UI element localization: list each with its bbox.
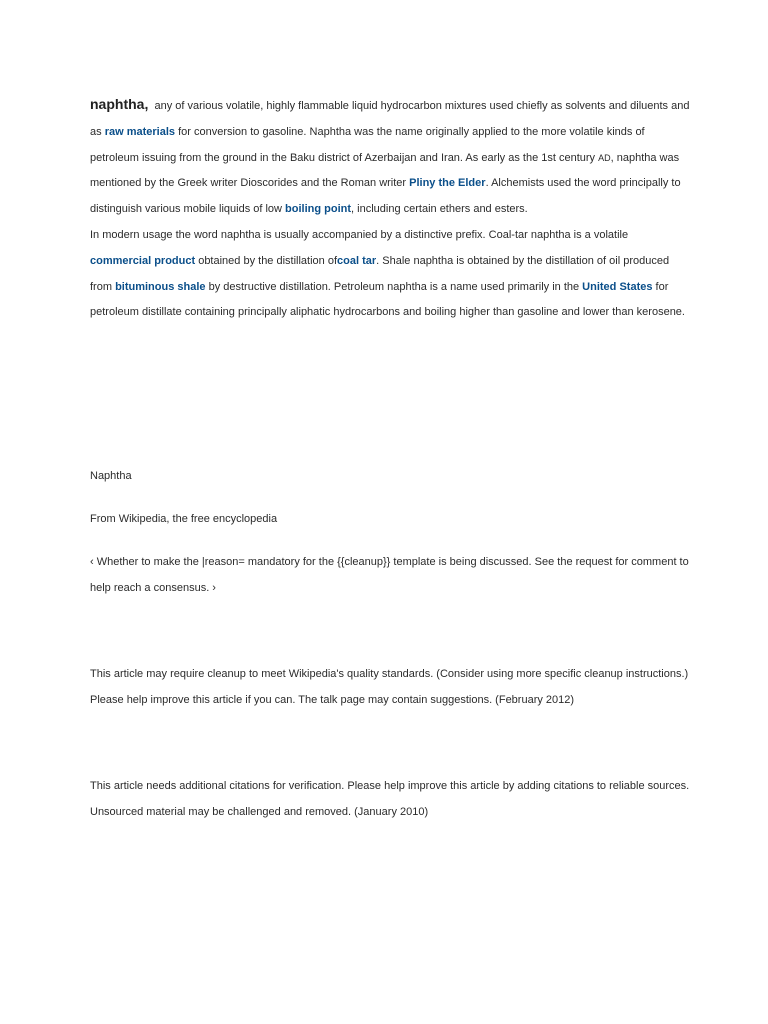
paragraph-definition <box>90 92 693 223</box>
article-body <box>90 92 693 326</box>
paragraph-text: for conversion to gasoline. Naphtha was the name originally applied to the more volatile kinds of petroleum issuing from the ground in the Baku district of Azerbaijan and Iran. As early as the 1st century <box>90 125 645 164</box>
link-pliny-the-elder[interactable]: Pliny the Elder <box>409 177 486 190</box>
paragraph-text: any of various volatile, highly flammable liquid hydrocarbon mixtures used chiefly as solvents and diluents and as <box>90 100 693 138</box>
paragraph-modern-usage <box>90 223 690 326</box>
paragraph-text: obtained by the distillation of <box>195 254 338 267</box>
paragraph-text: , naphtha was mentioned by the Greek writer Dioscorides and the Roman writer <box>90 151 680 190</box>
article-term: naphtha <box>90 96 145 112</box>
paragraph-text: . Shale naphtha is obtained by the distillation of oil produced from <box>90 254 670 293</box>
era-abbrev: AD <box>598 152 611 163</box>
link-bituminous-shale[interactable]: bituminous shale <box>115 280 206 293</box>
notice-citations: This article needs additional citations for verification. Please help improve this article by adding citations to reliable sources. Unsourced material may be challenged and removed. (January 2010) <box>90 780 690 818</box>
link-coal-tar[interactable]: coal tar <box>337 254 377 267</box>
term-comma: , <box>144 96 149 112</box>
link-raw-materials[interactable]: raw materials <box>104 125 176 138</box>
wiki-subtitle: From Wikipedia, the free encyclopedia <box>90 513 278 525</box>
paragraph-text: In modern usage the word naphtha is usually accompanied by a distinctive prefix. Coal-tar naphtha is a volatile <box>90 228 629 241</box>
notice-discussion: ‹ Whether to make the |reason= mandatory for the {{cleanup}} template is being discussed. See the request for comment to help reach a consensus. › <box>90 556 689 594</box>
paragraph-text: . Alchemists used the word principally to distinguish various mobile liquids of low <box>90 177 681 216</box>
link-united-states[interactable]: United States <box>582 280 653 293</box>
paragraph-text: by destructive distillation. Petroleum naphtha is a name used primarily in the <box>205 280 583 293</box>
link-commercial-product[interactable]: commercial product <box>90 254 196 267</box>
notice-cleanup: This article may require cleanup to meet Wikipedia's quality standards. (Consider using more specific cleanup instructions.) Please help improve this article if you can. The talk page may contain suggestions. (February 2012) <box>90 668 689 706</box>
paragraph-text: , including certain ethers and esters. <box>351 203 528 216</box>
wiki-title: Naphtha <box>90 470 132 482</box>
paragraph-text: for petroleum distillate containing principally aliphatic hydrocarbons and boiling higher than gasoline and lower than kerosene. <box>90 280 685 319</box>
link-boiling-point[interactable]: boiling point <box>285 203 352 216</box>
